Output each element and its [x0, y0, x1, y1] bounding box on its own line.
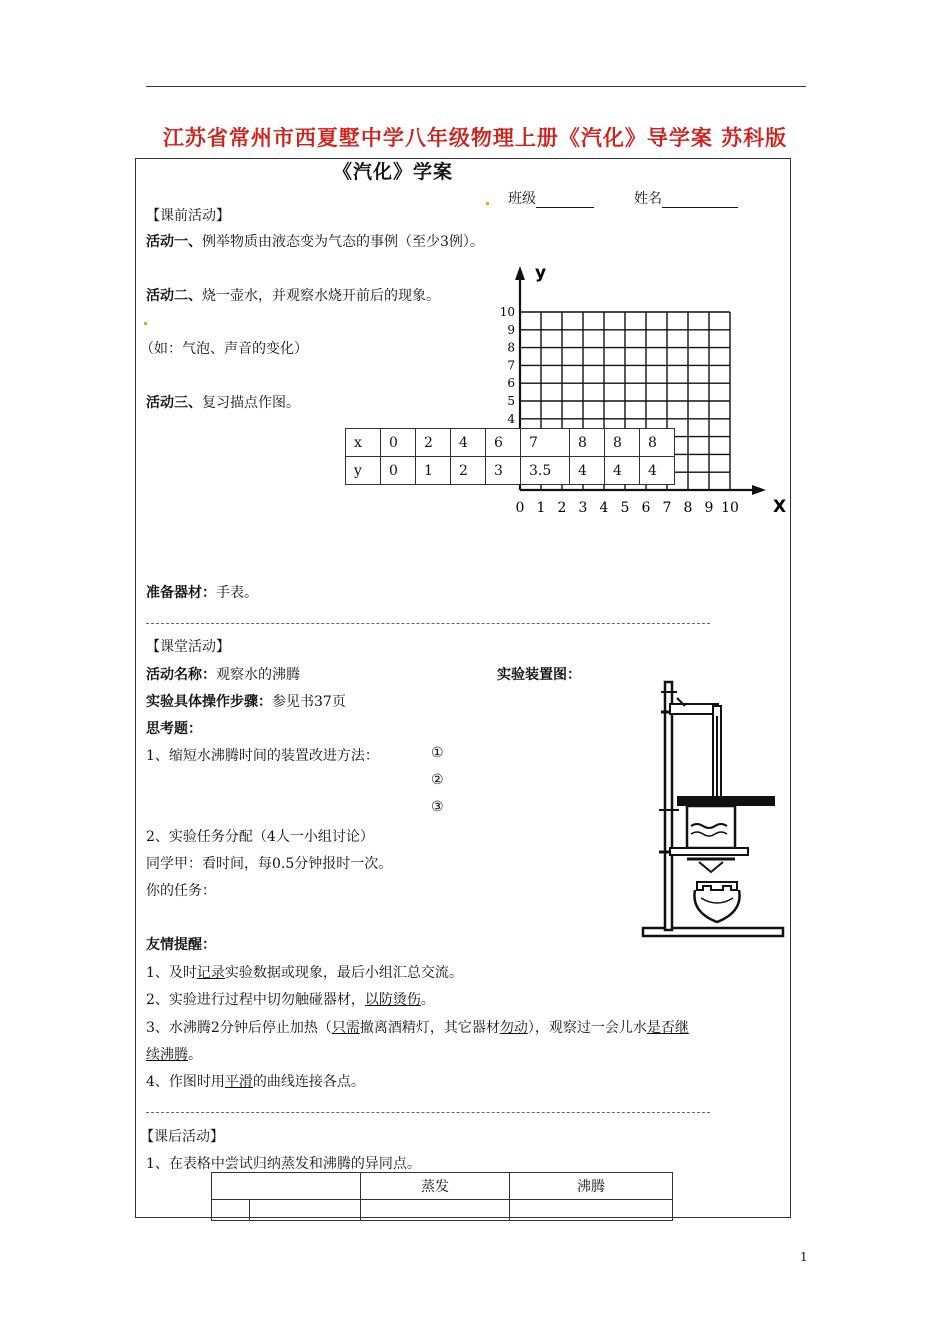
tip-three — [146, 1017, 689, 1037]
x-tick-label: 7 — [662, 500, 672, 516]
y-value-cell: 3 — [486, 457, 521, 485]
activity-name — [146, 664, 300, 684]
section-divider — [146, 623, 710, 624]
y-tick-label: 10 — [499, 305, 515, 319]
x-tick-label: 10 — [721, 500, 739, 516]
task-your: 你的任务： — [146, 883, 216, 899]
print-speck — [486, 202, 489, 205]
x-axis-label: X — [773, 497, 787, 517]
activity-name-label: 活动名称： — [146, 667, 216, 683]
x-tick-label: 2 — [557, 500, 567, 516]
tip-one-part: 实验数据或现象，最后小组汇总交流。 — [224, 965, 463, 981]
x-value-cell: 8 — [570, 429, 605, 457]
class-blank[interactable] — [536, 193, 594, 208]
question-two: 2、实验任务分配（4人一小组讨论） — [146, 829, 374, 845]
tip-three-underlined: 只需 — [331, 1020, 360, 1036]
section-divider — [146, 1112, 710, 1113]
activity-two-hint: （如：气泡、声音的变化） — [140, 341, 308, 357]
tip-two — [146, 989, 435, 1009]
activity-one-label: 活动一、 — [146, 234, 202, 250]
empty-cell[interactable] — [250, 1200, 361, 1221]
x-tick-label: 1 — [536, 500, 546, 516]
x-tick-label: 3 — [578, 500, 588, 516]
y-tick-label: 9 — [507, 322, 515, 337]
tip-three-part: 3、水沸腾2分钟后停止加热（ — [146, 1020, 332, 1036]
y-value-cell: 2 — [451, 457, 486, 485]
tip-four-underlined: 平滑 — [224, 1074, 253, 1090]
handout-title: 《汽化》学案 — [333, 161, 454, 183]
activity-name-text: 观察水的沸腾 — [216, 667, 300, 683]
answer-mark-1: ① — [431, 745, 444, 761]
y-tick-label: 6 — [507, 376, 515, 391]
activity-three — [146, 392, 300, 412]
document-title: 江苏省常州市西夏墅中学八年级物理上册《汽化》导学案 苏科版 — [162, 125, 788, 150]
task-student-a: 同学甲：看时间，每0.5分钟报时一次。 — [146, 856, 393, 872]
x-label-cell: x — [346, 429, 381, 457]
tip-three-continued — [146, 1044, 202, 1064]
table-row — [212, 1200, 673, 1221]
answer-mark-3: ③ — [431, 799, 444, 815]
x-tick-label: 9 — [704, 500, 714, 516]
boiling-apparatus-diagram — [637, 676, 789, 942]
activity-two-label: 活动二、 — [146, 288, 202, 304]
x-value-cell: 7 — [521, 429, 570, 457]
header-cell — [212, 1173, 361, 1200]
steps-line — [146, 691, 346, 711]
y-value-cell: 4 — [570, 457, 605, 485]
class-label: 班级 — [508, 191, 536, 207]
x-tick-label: 0 — [515, 500, 525, 516]
y-value-cell: 4 — [605, 457, 640, 485]
empty-cell[interactable] — [510, 1200, 673, 1221]
tip-four — [146, 1071, 365, 1091]
y-value-cell: 1 — [416, 457, 451, 485]
tip-one-underlined: 记录 — [196, 965, 225, 981]
y-value-cell: 0 — [381, 457, 416, 485]
activity-two — [146, 285, 440, 305]
tip-three-underlined: 勿动 — [499, 1020, 528, 1036]
tip-four-part: 4、作图时用 — [146, 1074, 225, 1090]
y-value-cell: 3.5 — [521, 457, 570, 485]
y-tick-label: 8 — [507, 340, 515, 355]
header-cell-boiling: 沸腾 — [510, 1173, 673, 1200]
page-number: 1 — [800, 1250, 808, 1264]
x-tick-label: 6 — [641, 500, 651, 516]
print-speck — [144, 322, 147, 325]
tip-two-underlined: 以防烫伤 — [364, 992, 421, 1008]
x-tick-label: 4 — [599, 500, 609, 516]
x-axis-arrow — [752, 485, 766, 495]
materials-line — [146, 582, 258, 602]
y-tick-label: 4 — [507, 411, 515, 426]
x-value-cell: 6 — [486, 429, 521, 457]
name-field — [634, 188, 738, 208]
xy-data-table — [345, 428, 675, 485]
x-tick-label: 8 — [683, 500, 693, 516]
materials-text: 手表。 — [216, 585, 258, 601]
x-value-cell: 8 — [605, 429, 640, 457]
diagram-label: 实验装置图： — [497, 667, 581, 683]
tip-three-part: 。 — [188, 1047, 202, 1063]
class-field — [508, 188, 594, 208]
activity-one — [146, 231, 484, 251]
x-value-cell: 0 — [381, 429, 416, 457]
think-label: 思考题： — [146, 721, 202, 737]
activity-one-text: 例举物质由液态变为气态的事例（至少3例）。 — [202, 234, 484, 250]
x-value-cell: 4 — [451, 429, 486, 457]
activity-three-label: 活动三、 — [146, 395, 202, 411]
y-value-cell: 4 — [640, 457, 675, 485]
tip-three-underlined: 是否继 — [646, 1020, 689, 1036]
x-value-cell: 2 — [416, 429, 451, 457]
tips-label: 友情提醒： — [146, 937, 216, 953]
empty-cell[interactable] — [361, 1200, 510, 1221]
x-value-cell: 8 — [640, 429, 675, 457]
name-label: 姓名 — [634, 191, 662, 207]
y-axis-label: y — [535, 263, 547, 283]
empty-cell[interactable] — [212, 1200, 250, 1221]
question-one: 1、缩短水沸腾时间的装置改进方法： — [146, 748, 379, 764]
after-class-heading: 【课后活动】 — [140, 1129, 224, 1145]
materials-label: 准备器材： — [146, 585, 216, 601]
activity-two-text: 烧一壶水，并观察水烧开前后的现象。 — [202, 288, 440, 304]
answer-mark-2: ② — [431, 772, 444, 788]
y-axis-arrow — [515, 266, 525, 280]
x-tick-label: 5 — [620, 500, 630, 516]
pre-class-heading: 【课前活动】 — [146, 208, 230, 224]
tip-one — [146, 962, 463, 982]
tip-three-underlined: 续沸腾 — [146, 1047, 188, 1063]
top-rule — [146, 86, 806, 87]
tip-two-part: 。 — [420, 992, 435, 1008]
header-cell-evaporation: 蒸发 — [361, 1173, 510, 1200]
name-blank[interactable] — [662, 193, 738, 208]
after-class-question: 1、在表格中尝试归纳蒸发和沸腾的异同点。 — [146, 1156, 421, 1172]
activity-three-text: 复习描点作图。 — [202, 395, 300, 411]
tip-three-part: 撤离酒精灯，其它器材 — [359, 1020, 500, 1036]
comparison-table — [211, 1172, 673, 1221]
tip-three-part: ），观察过一会儿水 — [527, 1020, 647, 1036]
steps-text: 参见书37页 — [272, 694, 346, 710]
y-label-cell: y — [346, 457, 381, 485]
tip-four-part: 的曲线连接各点。 — [252, 1074, 365, 1090]
tip-two-part: 2、实验进行过程中切勿触碰器材， — [146, 992, 365, 1008]
steps-label: 实验具体操作步骤： — [146, 694, 272, 710]
table-row — [212, 1173, 673, 1200]
table-row — [346, 457, 675, 485]
table-row — [346, 429, 675, 457]
in-class-heading: 【课堂活动】 — [146, 639, 230, 655]
y-tick-label: 7 — [507, 358, 515, 373]
tip-one-part: 1、及时 — [146, 965, 197, 981]
y-tick-label: 5 — [507, 394, 515, 408]
